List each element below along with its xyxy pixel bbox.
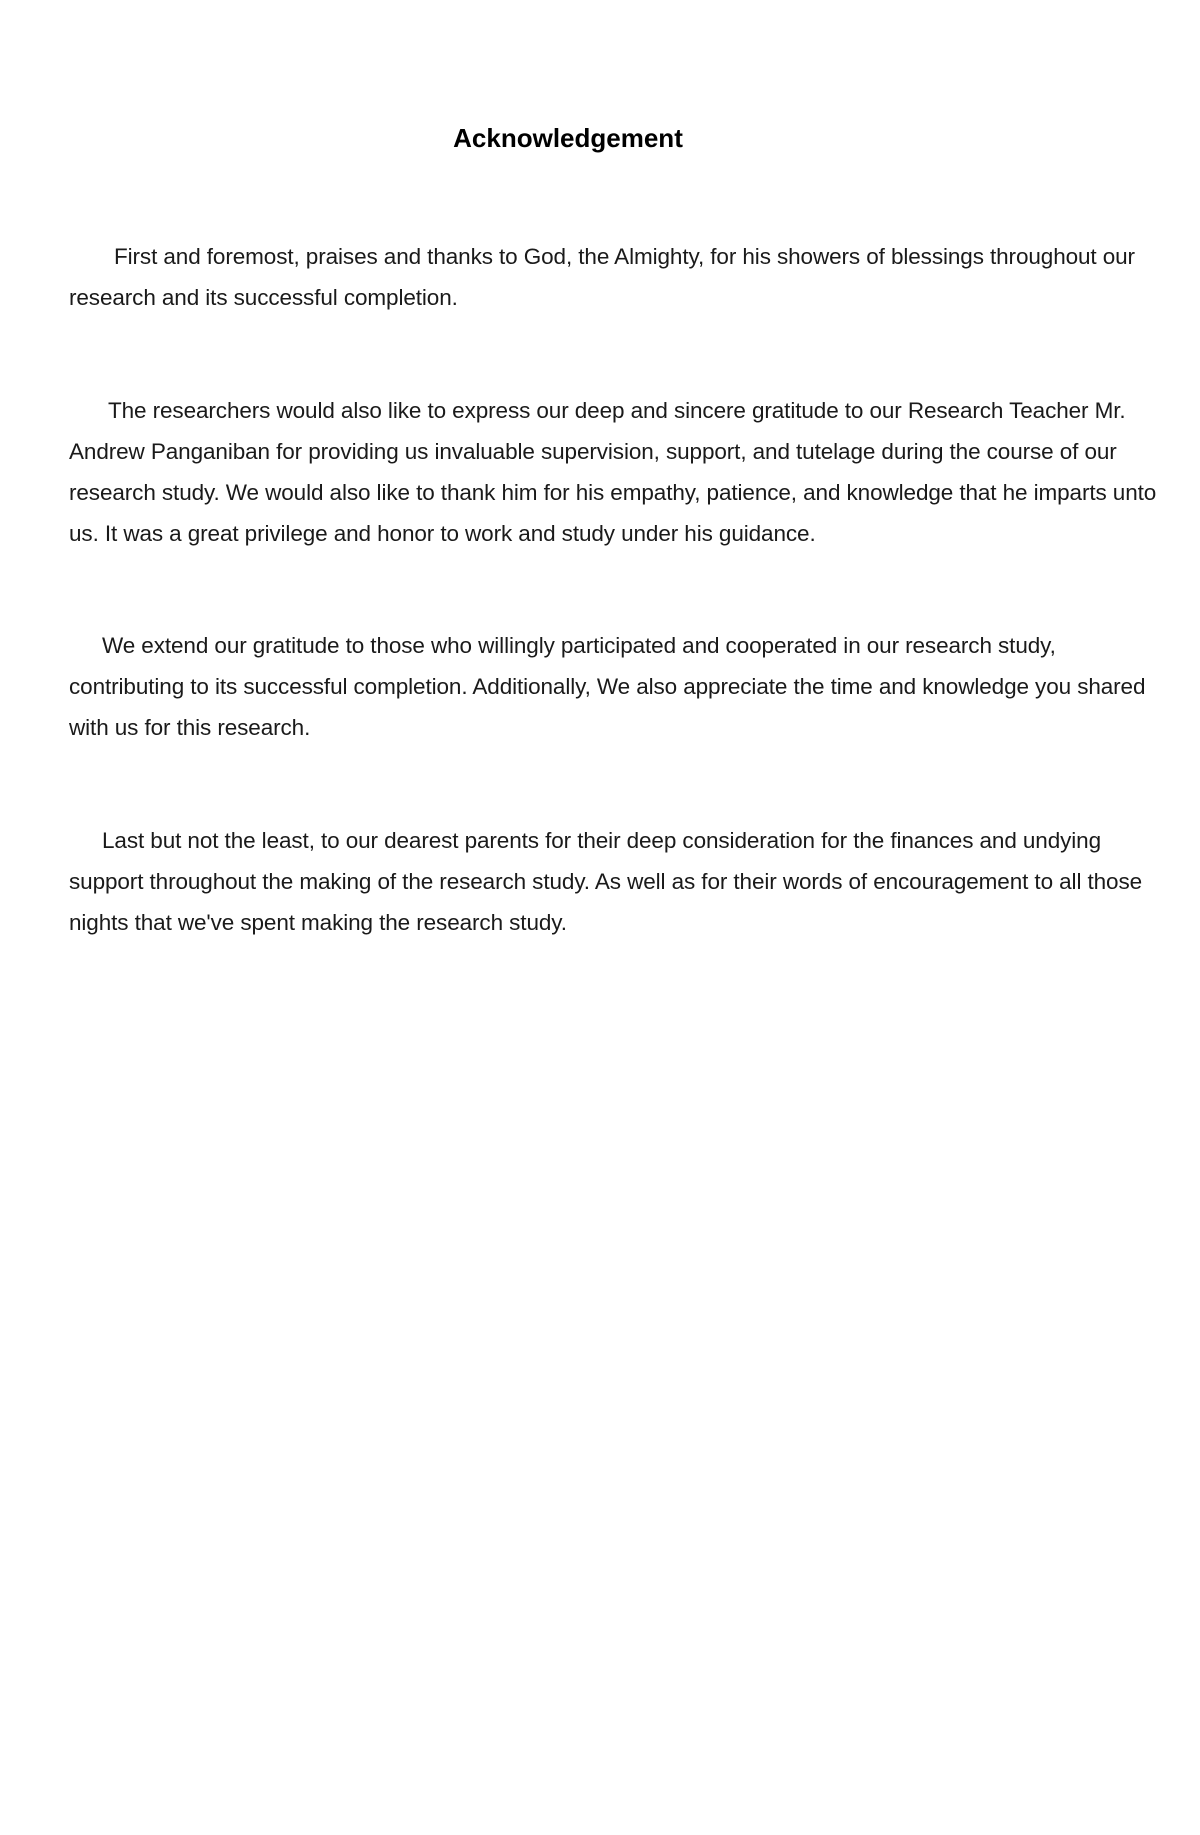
page-title: Acknowledgement (453, 123, 683, 153)
paragraph-gratitude-to-parents: Last but not the least, to our dearest parents for their deep consideration for the finances and undying support throughout the making of the research study. As well as for their words of encouragement to all those nights that we've spent making the research study. (69, 828, 1143, 935)
paragraph-gratitude-to-participants: We extend our gratitude to those who willingly participated and cooperated in our research study, contributing to its successful completion. Additionally, We also appreciate the time and knowledge you shared with us for this research. (69, 633, 1146, 740)
paragraph-gratitude-to-teacher: The researchers would also like to express our deep and sincere gratitude to our Research Teacher Mr. Andrew Panganiban for providing us invaluable supervision, support, and tutelage during the course of our research study. We would also like to thank him for his empathy, patience, and knowledge that he imparts unto us. It was a great privilege and honor to work and study under his guidance. (69, 398, 1157, 546)
paragraph-gratitude-to-god: First and foremost, praises and thanks to God, the Almighty, for his showers of blessings throughout our research and its successful completion. (69, 244, 1135, 310)
